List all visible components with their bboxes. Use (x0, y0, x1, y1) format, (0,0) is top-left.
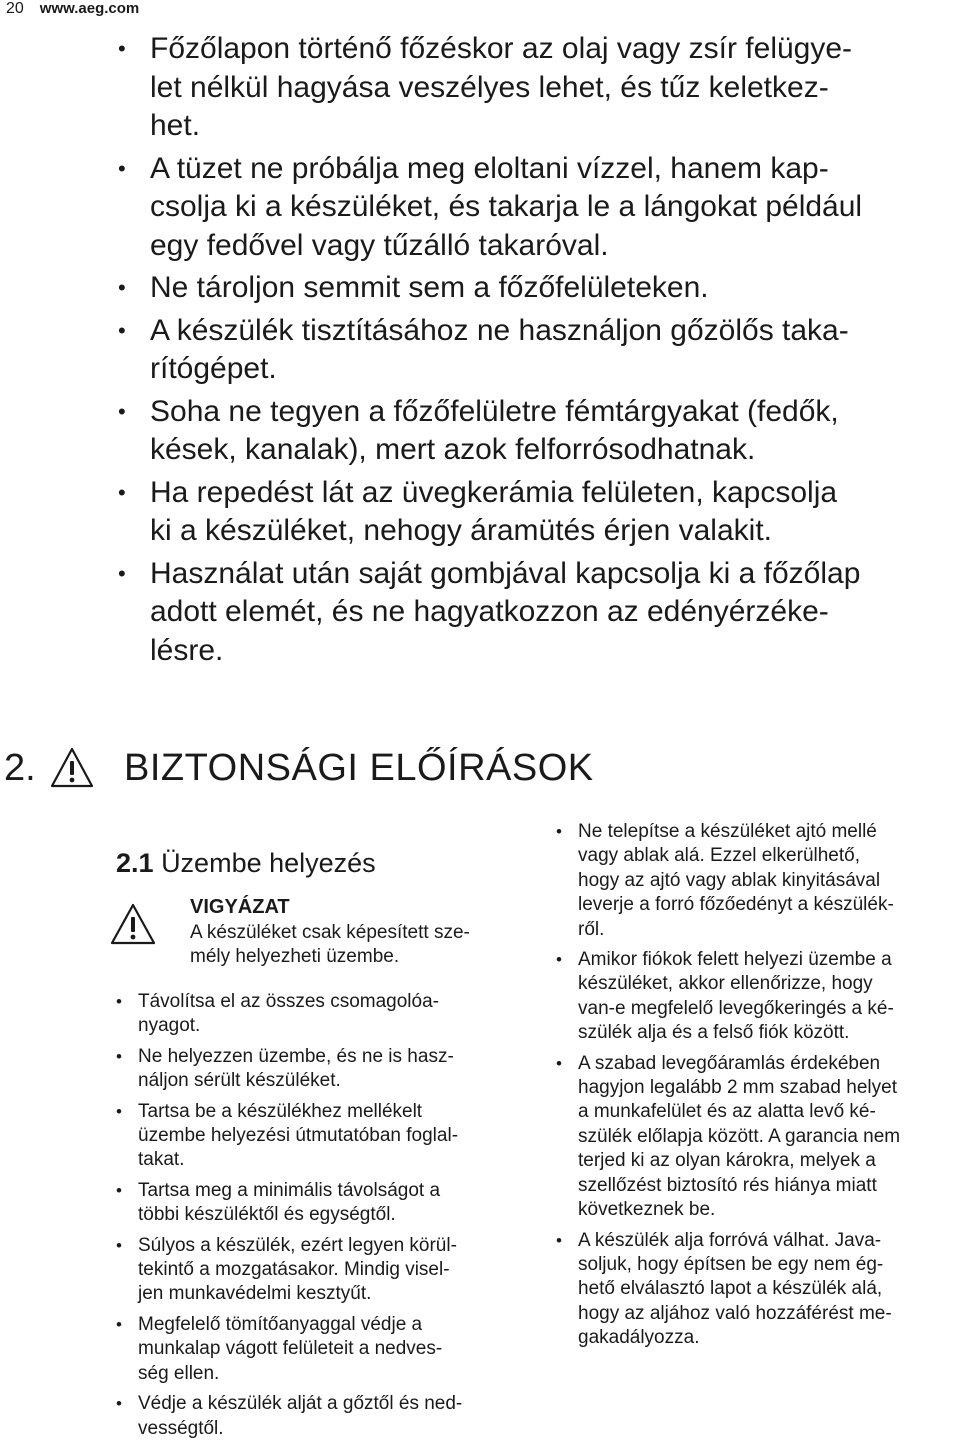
list-item-line: adott elemét, és ne hagyatkozzon az edényérzéke- (150, 595, 829, 628)
list-item-line: hogy az aljához való hozzáférést me- (578, 1302, 892, 1324)
list-item (116, 1100, 526, 1173)
list-item-line: kések, kanalak), mert azok felforrósodhatnak. (150, 433, 756, 466)
list-item (556, 1229, 956, 1351)
list-item-line: leverje a forró főzőedényt a készülék- (578, 894, 894, 916)
list-item-line: van-e megfelelő levegőkeringés a ké- (578, 997, 894, 1019)
list-item-line: • Ha repedést lát az üvegkerámia felületen, kapcsolja (150, 475, 838, 509)
list-item-line: nyagot. (138, 1015, 201, 1037)
list-item-line: • Ne helyezzen üzembe, és ne is hasz- (138, 1045, 454, 1067)
list-item-line: náljon sérült készüléket. (138, 1070, 341, 1092)
list-item (116, 269, 956, 308)
list-item-line: vességtől. (138, 1417, 224, 1439)
list-item-line: lésre. (150, 633, 224, 667)
list-item (556, 948, 956, 1046)
list-item-line: csolja ki a készüléket, és takarja le a lángokat például (150, 190, 863, 223)
list-item-line: jen munkavédelmi kesztyűt. (138, 1283, 372, 1305)
list-item-line: ki a készüléket, nehogy áramütés érjen valakit. (150, 514, 772, 547)
list-item-line: • Védje a készülék alját a gőztől és ned- (138, 1393, 463, 1415)
safety-instructions-list (116, 30, 956, 674)
caution-text (190, 921, 520, 969)
list-item-line: het. (150, 109, 201, 142)
list-item-line: takat. (138, 1149, 185, 1171)
section-heading (4, 738, 594, 798)
list-item-line: let nélkül hagyása veszélyes lehet, és tűz keletkez- (150, 70, 829, 104)
page-header (6, 0, 139, 18)
list-item (116, 150, 956, 266)
list-item-line: • A készülék tisztításához ne használjon gőzölős taka- (150, 313, 849, 347)
list-item-line: üzembe helyezési útmutatóban foglal- (138, 1125, 459, 1147)
list-item (116, 990, 526, 1039)
list-item-line: • A tüzet ne próbálja meg eloltani vízzel, hanem kap- (150, 151, 829, 185)
website-url: www.aeg.com (39, 0, 140, 17)
list-item-line: soljuk, hogy építsen be egy nem ég- (578, 1253, 884, 1275)
list-item-line: hagyjon legalább 2 mm szabad helyet (578, 1077, 897, 1099)
warning-triangle-icon (50, 746, 94, 790)
subsection-title: Üzembe helyezés (161, 848, 376, 878)
list-item-line: • Súlyos a készülék, ezért legyen körül- (138, 1234, 457, 1256)
subsection-heading (116, 848, 376, 879)
list-item-line: szellőzést biztosító rés hiánya miatt (578, 1174, 877, 1196)
list-item-line: szülék alja és a felső fiók között. (578, 1022, 850, 1044)
list-item-line: • Használat után saját gombjával kapcsolja ki a főzőlap (150, 556, 861, 590)
list-item-line: következnek be. (578, 1199, 716, 1221)
list-item-line: • Amikor fiókok felett helyezi üzembe a (578, 949, 892, 971)
list-item (116, 1179, 526, 1228)
list-item-line: • Tartsa meg a minimális távolságot a (138, 1179, 441, 1201)
list-item-line: egy fedővel vagy tűzálló takaróval. (150, 228, 609, 262)
list-item-line: • Soha ne tegyen a főzőfelületre fémtárgyakat (fedők, (150, 394, 839, 428)
list-item-line: hogy az ajtó vagy ablak kinyitásával (578, 869, 881, 891)
list-item (116, 312, 956, 389)
caution-text-line: mély helyezheti üzembe. (190, 946, 400, 967)
list-item (116, 1392, 526, 1441)
list-item (116, 474, 956, 551)
list-item-line: ről. (578, 918, 605, 940)
warning-triangle-icon (110, 902, 156, 946)
list-item-line: • Főzőlapon történő főzéskor az olaj vagy zsír felügye- (150, 32, 853, 65)
installation-right-list (556, 820, 956, 1357)
list-item (556, 1052, 956, 1223)
installation-left-list (116, 990, 526, 1447)
list-item-line: • Megfelelő tömítőanyaggal védje a (138, 1313, 423, 1335)
list-item-line: vagy ablak alá. Ezzel elkerülhető, (578, 845, 860, 867)
list-item-line: • A készülék alja forróvá válhat. Java- (578, 1229, 882, 1251)
list-item-line: szülék előlapja között. A garancia nem (578, 1125, 901, 1147)
list-item-line: tekintő a mozgatásakor. Mindig visel- (138, 1259, 450, 1281)
list-item-line: többi készüléktől és egységtől. (138, 1204, 396, 1226)
list-item-line: ség ellen. (138, 1362, 220, 1384)
list-item-line: • Távolítsa el az összes csomagolóa- (138, 991, 439, 1012)
list-item (116, 1234, 526, 1307)
section-title: BIZTONSÁGI ELŐÍRÁSOK (124, 746, 594, 789)
list-item-line: • Tartsa be a készülékhez mellékelt (138, 1100, 423, 1122)
caution-text-line: A készüléket csak képesített sze- (190, 922, 470, 943)
caution-heading: VIGYÁZAT (190, 896, 290, 918)
list-item-line: rítógépet. (150, 352, 277, 385)
list-item (556, 820, 956, 942)
list-item (116, 393, 956, 470)
list-item-line: • Ne telepítse a készüléket ajtó mellé (578, 821, 877, 842)
list-item-line: készüléket, akkor ellenőrizze, hogy (578, 973, 873, 995)
list-item (116, 1313, 526, 1386)
page-number: 20 (6, 0, 24, 17)
list-item (116, 555, 956, 671)
list-item (116, 1045, 526, 1094)
list-item-line: terjed ki az olyan károkra, melyek a (578, 1150, 876, 1172)
list-item-line: hető elválasztó lapot a készülék alá, (578, 1278, 883, 1300)
list-item-line: • Ne tároljon semmit sem a főzőfelületeken. (150, 271, 709, 304)
list-item-line: munkalap vágott felületeit a nedves- (138, 1338, 443, 1360)
list-item-line: • A szabad levegőáramlás érdekében (578, 1052, 881, 1074)
list-item (116, 30, 956, 146)
list-item-line: gakadályozza. (578, 1327, 700, 1349)
subsection-number: 2.1 (116, 848, 154, 878)
list-item-line: a munkafelület és az alatta levő ké- (578, 1101, 876, 1123)
section-number: 2. (4, 746, 36, 789)
